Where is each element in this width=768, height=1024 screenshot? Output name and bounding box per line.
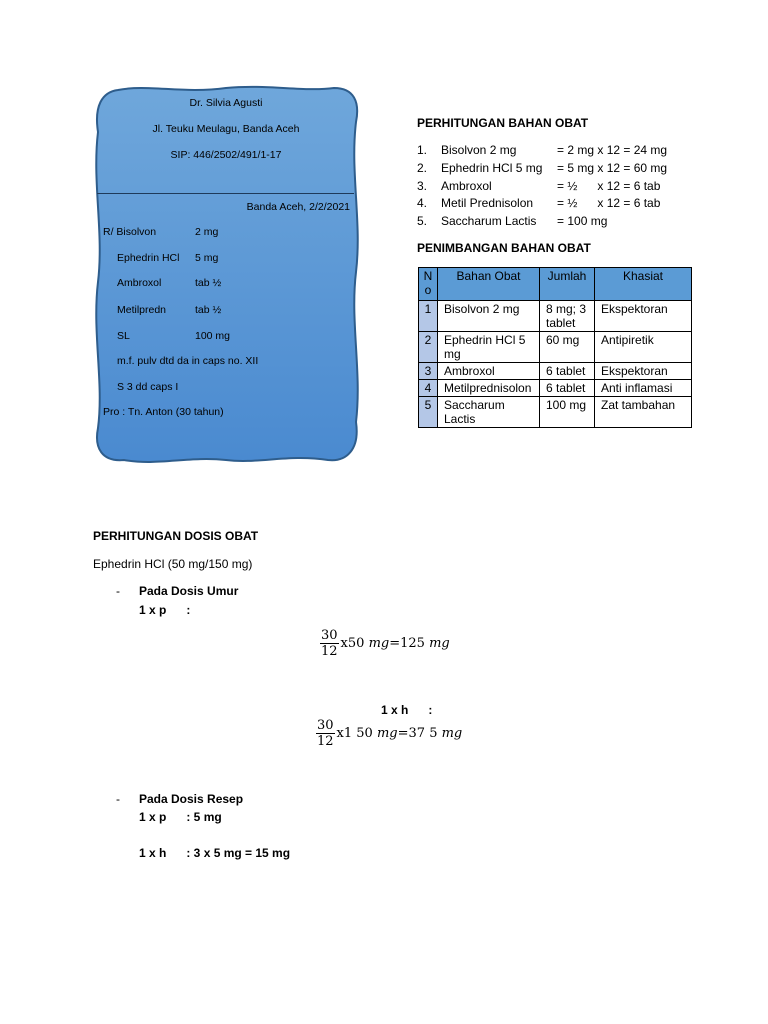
- header-no: N o: [419, 268, 438, 301]
- recipe-dose-heading: Pada Dosis Resep: [139, 792, 244, 806]
- equation-part: =125: [389, 636, 430, 651]
- rx-item-name: Ephedrin HCl: [117, 252, 180, 264]
- dose-title: PERHITUNGAN DOSIS OBAT: [93, 529, 259, 543]
- cell-amount: 100 mg: [540, 397, 595, 428]
- row-name: Bisolvon 2 mg: [441, 143, 517, 157]
- doctor-address: Jl. Teuku Meulagu, Banda Aceh: [152, 123, 300, 135]
- equation-unit: mg: [441, 726, 463, 741]
- cell-amount: 60 mg: [540, 332, 595, 363]
- rx-prefix: R/: [103, 226, 117, 238]
- doctor-name: Dr. Silvia Agusti: [189, 97, 263, 109]
- age-dose-heading: Pada Dosis Umur: [139, 584, 239, 598]
- place-date: Banda Aceh, 2/2/2021: [246, 201, 350, 213]
- prescription-divider: [97, 193, 354, 194]
- row-result: = ½ x 12 = 6 tab: [557, 179, 661, 193]
- age-1xp-label: 1 x p :: [139, 603, 191, 617]
- equation-body: [341, 636, 450, 651]
- cell-no: 3: [419, 363, 438, 380]
- cell-no: 5: [419, 397, 438, 428]
- cell-efficacy: Antipiretik: [595, 332, 692, 363]
- fraction-denominator: 12: [317, 734, 334, 749]
- row-result: = 100 mg: [557, 214, 608, 228]
- fraction: [320, 628, 339, 659]
- cell-material: Bisolvon 2 mg: [438, 301, 540, 332]
- cell-efficacy: Anti inflamasi: [595, 380, 692, 397]
- table-header-row: [419, 268, 692, 301]
- rx-item-name: Metilpredn: [117, 304, 167, 316]
- row-result: = 5 mg x 12 = 60 mg: [557, 161, 668, 175]
- doctor-sip: SIP: 446/2502/491/1-17: [170, 149, 282, 161]
- row-result: = 2 mg x 12 = 24 mg: [557, 143, 668, 157]
- header-material: Bahan Obat: [438, 268, 540, 301]
- bullet-recipe: -: [116, 792, 120, 806]
- table-row: [419, 301, 692, 332]
- equation-1xh: [316, 718, 462, 749]
- equation-unit: mg: [368, 636, 390, 651]
- rx-patient: Pro : Tn. Anton (30 tahun): [103, 406, 224, 418]
- cell-no: 1: [419, 301, 438, 332]
- equation-1xp: [320, 628, 450, 659]
- fraction-denominator: 12: [321, 644, 338, 659]
- row-number: 3.: [417, 179, 428, 193]
- equation-unit: mg: [376, 726, 398, 741]
- cell-material: Ambroxol: [438, 363, 540, 380]
- row-name: Ambroxol: [441, 179, 492, 193]
- equation-body: [337, 726, 463, 741]
- equation-unit: mg: [429, 636, 450, 651]
- cell-amount: 6 tablet: [540, 363, 595, 380]
- cell-amount: 6 tablet: [540, 380, 595, 397]
- row-number: 5.: [417, 214, 428, 228]
- cell-efficacy: Zat tambahan: [595, 397, 692, 428]
- rx-item-name: Bisolvon: [116, 226, 157, 238]
- fraction-numerator: 30: [321, 628, 338, 643]
- cell-material: Saccharum Lactis: [438, 397, 540, 428]
- table-row: [419, 363, 692, 380]
- rx-item-dose: 100 mg: [195, 330, 231, 342]
- weighing-table: [418, 267, 692, 428]
- rx-item-name: SL: [117, 330, 130, 342]
- cell-no: 2: [419, 332, 438, 363]
- rx-item-dose: 5 mg: [195, 252, 219, 264]
- fraction-numerator: 30: [317, 718, 334, 733]
- recipe-1xh: 1 x h : 3 x 5 mg = 15 mg: [139, 846, 291, 860]
- table-row: [419, 380, 692, 397]
- row-name: Ephedrin HCl 5 mg: [441, 161, 543, 175]
- equation-part: x50: [340, 636, 369, 651]
- row-number: 4.: [417, 196, 428, 210]
- weighing-title: PENIMBANGAN BAHAN OBAT: [417, 241, 591, 255]
- rx-signa: S 3 dd caps I: [117, 381, 179, 393]
- cell-efficacy: Ekspektoran: [595, 363, 692, 380]
- header-efficacy: Khasiat: [595, 268, 692, 301]
- row-result: = ½ x 12 = 6 tab: [557, 196, 661, 210]
- calculation-title: PERHITUNGAN BAHAN OBAT: [417, 116, 589, 130]
- fraction: [316, 718, 335, 749]
- rx-instruction: m.f. pulv dtd da in caps no. XII: [117, 355, 259, 367]
- cell-amount: 8 mg; 3 tablet: [540, 301, 595, 332]
- age-1xh-label: 1 x h :: [381, 703, 433, 717]
- rx-item-dose: tab ½: [195, 304, 222, 316]
- bullet-age: -: [116, 584, 120, 598]
- cell-material: Metilprednisolon: [438, 380, 540, 397]
- row-number: 2.: [417, 161, 428, 175]
- rx-item-dose: 2 mg: [195, 226, 219, 238]
- recipe-1xp: 1 x p : 5 mg: [139, 810, 222, 824]
- cell-efficacy: Ekspektoran: [595, 301, 692, 332]
- cell-material: Ephedrin HCl 5 mg: [438, 332, 540, 363]
- table-row: [419, 397, 692, 428]
- row-number: 1.: [417, 143, 428, 157]
- rx-item-1: [103, 226, 156, 238]
- header-amount: Jumlah: [540, 268, 595, 301]
- row-name: Metil Prednisolon: [441, 196, 534, 210]
- dose-drug: Ephedrin HCl (50 mg/150 mg): [93, 557, 253, 571]
- rx-item-name: Ambroxol: [117, 277, 162, 289]
- row-name: Saccharum Lactis: [441, 214, 537, 228]
- table-row: [419, 332, 692, 363]
- rx-item-dose: tab ½: [195, 277, 222, 289]
- cell-no: 4: [419, 380, 438, 397]
- equation-part: x1 50: [336, 726, 377, 741]
- equation-part: =37 5: [397, 726, 442, 741]
